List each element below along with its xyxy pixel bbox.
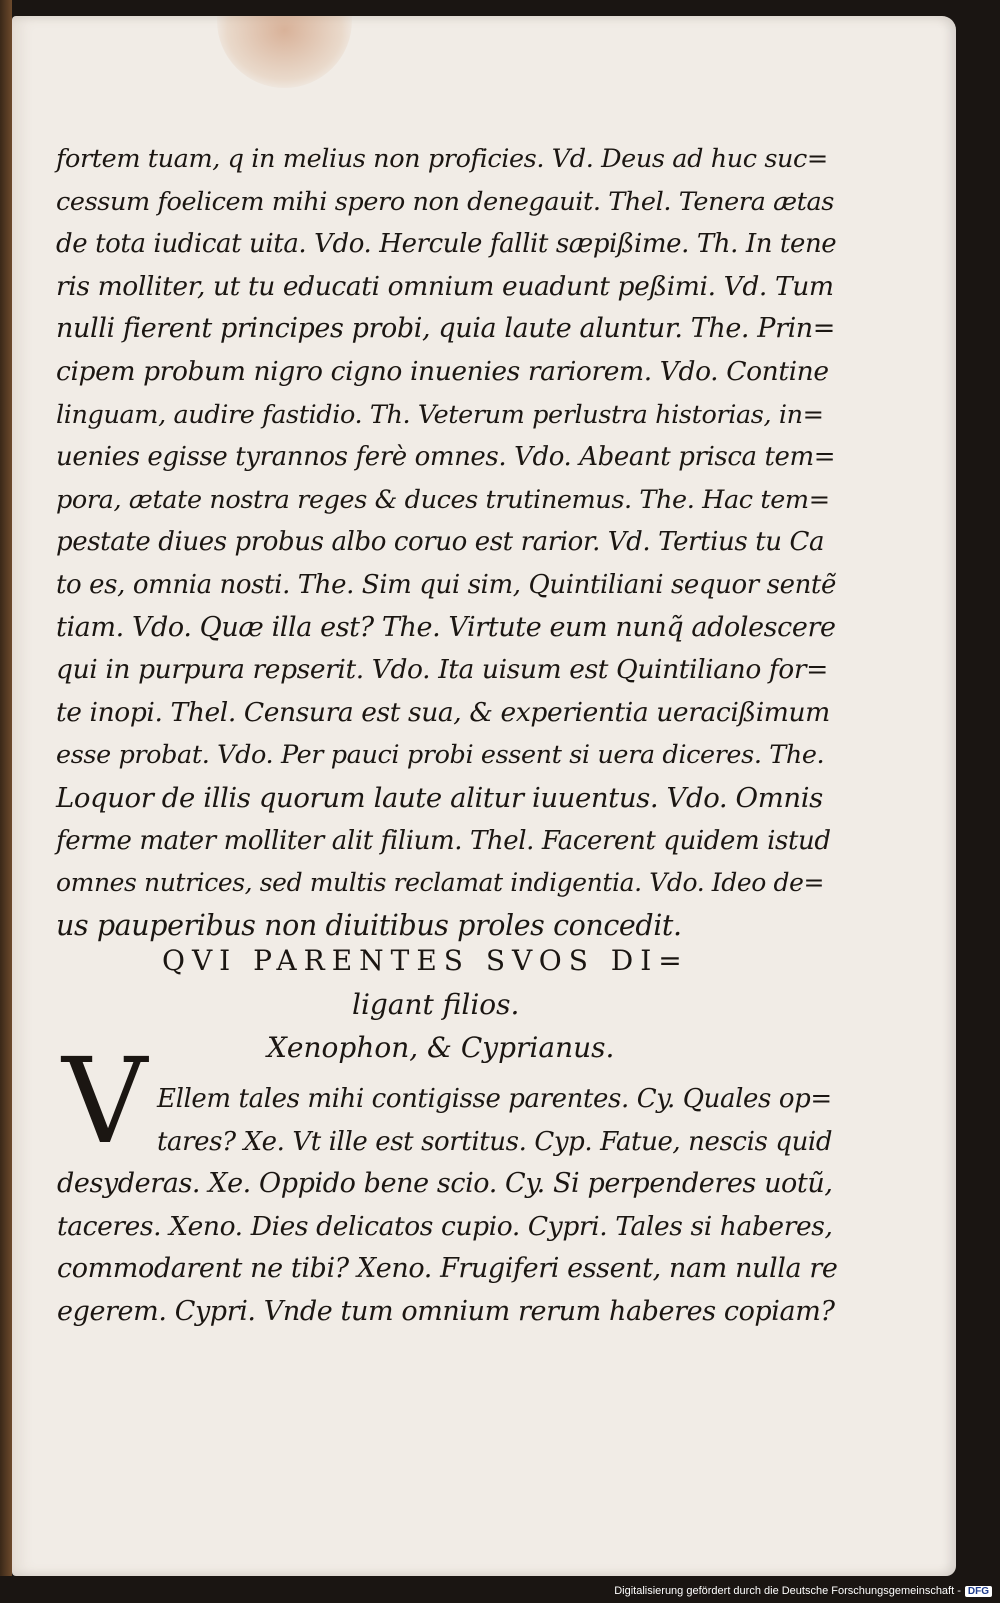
- page-stain: [217, 16, 352, 88]
- text-line: taceres. Xeno. Dies delicatos cupio. Cypri. Tales si haberes,: [57, 1210, 833, 1242]
- text-line: pora, ætate nostra reges & duces trutinemus. The. Hac tem=: [56, 484, 830, 515]
- text-line: nulli fierent principes probi, quia laute aluntur. The. Prin=: [56, 313, 836, 345]
- text-line: ris molliter, ut tu educati omnium euadunt peßimi. Vd. Tum: [56, 270, 834, 302]
- section-heading: QVI PARENTES SVOS DI=: [162, 944, 689, 977]
- text-line: qui in purpura repserit. Vdo. Ita uisum est Quintiliano for=: [56, 654, 828, 686]
- text-line: desyderas. Xe. Oppido bene scio. Cy. Si perpenderes uotũ,: [57, 1168, 833, 1200]
- main-text-block: [56, 138, 836, 947]
- book-edge: [0, 0, 12, 1576]
- book-page: [12, 16, 956, 1576]
- text-line: cipem probum nigro cigno inuenies rariorem. Vdo. Contine: [56, 355, 829, 387]
- text-line: us pauperibus non diuitibus proles concedit.: [56, 908, 682, 942]
- dialog-speakers: Xenophon, & Cyprianus.: [267, 1031, 615, 1064]
- text-line: de tota iudicat uita. Vdo. Hercule fallit sæpißime. Th. In tene: [56, 229, 837, 260]
- text-line: uenies egisse tyrannos ferè omnes. Vdo. Abeant prisca tem=: [56, 442, 836, 473]
- text-line: commodarent ne tibi? Xeno. Frugiferi essent, nam nulla re: [57, 1253, 838, 1285]
- text-line: tiam. Vdo. Quæ illa est? The. Virtute eum nunq̃ adolescere: [56, 611, 836, 643]
- dialog-text-block: [57, 1078, 837, 1334]
- text-line: linguam, audire fastidio. Th. Veterum perlustra historias, in=: [56, 399, 824, 430]
- text-line: cessum foelicem mihi spero non denegauit. Thel. Tenera ætas: [56, 186, 834, 217]
- credit-text: Digitalisierung gefördert durch die Deutsche Forschungsgemeinschaft -: [614, 1585, 961, 1597]
- digitization-credit: [614, 1585, 992, 1597]
- drop-cap: V: [62, 1032, 148, 1170]
- text-line: omnes nutrices, sed multis reclamat indigentia. Vdo. Ideo de=: [56, 868, 825, 898]
- text-line: Loquor de illis quorum laute alitur iuuentus. Vdo. Omnis: [56, 781, 823, 814]
- text-line: to es, omnia nosti. The. Sim qui sim, Quintiliani sequor sentẽ: [56, 569, 836, 600]
- text-line: esse probat. Vdo. Per pauci probi essent si uera diceres. The.: [56, 740, 825, 771]
- dfg-logo: DFG: [965, 1586, 992, 1597]
- text-line: ferme mater molliter alit filium. Thel. Facerent quidem istud: [56, 825, 831, 856]
- section-heading-continuation: ligant filios.: [352, 988, 520, 1021]
- text-line: Ellem tales mihi contigisse parentes. Cy. Quales op=: [157, 1084, 832, 1114]
- text-line: egerem. Cypri. Vnde tum omnium rerum haberes copiam?: [57, 1295, 835, 1327]
- text-line: te inopi. Thel. Censura est sua, & experientia ueracißimum: [56, 696, 830, 728]
- text-line: pestate diues probus albo coruo est rarior. Vd. Tertius tu Ca: [56, 527, 825, 558]
- text-line: fortem tuam, q in melius non proficies. Vd. Deus ad huc suc=: [56, 144, 828, 174]
- text-line: tares? Xe. Vt ille est sortitus. Cyp. Fatue, nescis quid: [157, 1126, 833, 1157]
